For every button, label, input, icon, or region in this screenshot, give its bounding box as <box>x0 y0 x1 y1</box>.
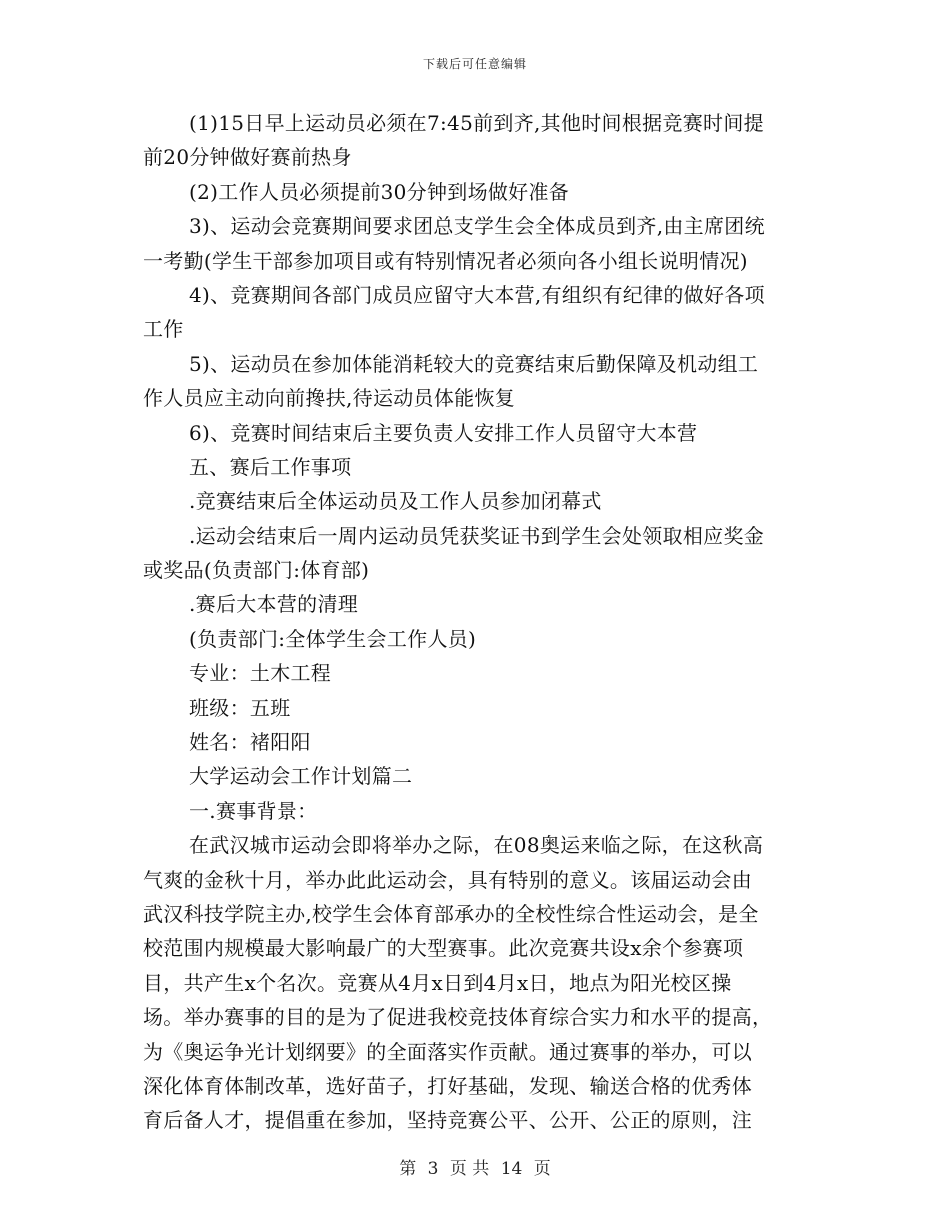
paragraph-line: 一考勤(学生干部参加项目或有特别情况者必须向各小组长说明情况) <box>143 248 748 273</box>
paragraph-line: 班级：五班 <box>189 695 291 720</box>
footer-suffix: 页 <box>533 1159 551 1179</box>
paragraph-line: .运动会结束后一周内运动员凭获奖证书到学生会处领取相应奖金 <box>189 523 765 548</box>
paragraph-line: 一.赛事背景： <box>189 798 318 823</box>
paragraph-line: 5)、运动员在参加体能消耗较大的竞赛结束后勤保障及机动组工 <box>189 351 759 376</box>
paragraph-line: 大学运动会工作计划篇二 <box>189 764 413 789</box>
page-header: 下载后可任意编辑 <box>422 57 527 71</box>
paragraph-line: 场。举办赛事的目的是为了促进我校竞技体育综合实力和水平的提高， <box>143 1005 773 1030</box>
footer-prefix: 第 <box>399 1159 417 1179</box>
paragraph-line: .赛后大本营的清理 <box>189 592 359 617</box>
footer-mid: 页 共 <box>449 1159 490 1179</box>
footer-total-pages: 14 <box>500 1159 523 1179</box>
paragraph-line: 为《奥运争光计划纲要》的全面落实作贡献。通过赛事的举办，可以 <box>143 1039 752 1064</box>
paragraph-line: 五、赛后工作事项 <box>189 454 352 479</box>
paragraph-line: 校范围内规模最大影响最广的大型赛事。此次竞赛共设x余个参赛项 <box>143 936 744 961</box>
paragraph-line: 武汉科技学院主办,校学生会体育部承办的全校性综合性运动会，是全 <box>143 901 759 926</box>
paragraph-line: (负责部门:全体学生会工作人员) <box>189 626 477 651</box>
paragraph-line: 3)、运动会竞赛期间要求团总支学生会全体成员到齐,由主席团统 <box>189 214 765 239</box>
paragraph-line: 或奖品(负责部门:体育部) <box>143 558 370 583</box>
paragraph-line: 育后备人才，提倡重在参加，坚持竞赛公平、公开、公正的原则，注 <box>143 1108 752 1133</box>
paragraph-line: 气爽的金秋十月，举办此此运动会，具有特别的意义。该届运动会由 <box>143 867 752 892</box>
paragraph-line: (1)15日早上运动员必须在7:45前到齐,其他时间根据竞赛时间提 <box>189 111 764 135</box>
paragraph-line: 姓名：褚阳阳 <box>189 730 311 755</box>
paragraph-line: 6)、竞赛时间结束后主要负责人安排工作人员留守大本营 <box>189 420 698 445</box>
page-footer <box>0 1154 950 1179</box>
paragraph-line: 专业：土木工程 <box>189 661 332 686</box>
paragraph-line: 4)、竞赛期间各部门成员应留守大本营,有组织有纪律的做好各项 <box>189 282 765 307</box>
footer-current-page: 3 <box>427 1159 439 1179</box>
document-body <box>143 106 823 1138</box>
paragraph-line: (2)工作人员必须提前30分钟到场做好准备 <box>189 179 570 204</box>
paragraph-line: 工作 <box>143 317 184 342</box>
paragraph-line: 目，共产生x个名次。竞赛从4月x日到4月x日，地点为阳光校区操 <box>143 970 732 995</box>
paragraph-line: 深化体育体制改革，选好苗子，打好基础，发现、输送合格的优秀体 <box>143 1073 752 1098</box>
paragraph-line: 作人员应主动向前搀扶,待运动员体能恢复 <box>143 386 516 411</box>
paragraph-line: 在武汉城市运动会即将举办之际，在08奥运来临之际，在这秋高 <box>189 833 764 858</box>
paragraph-line: 前20分钟做好赛前热身 <box>143 145 352 170</box>
paragraph-line: .竞赛结束后全体运动员及工作人员参加闭幕式 <box>189 489 602 514</box>
